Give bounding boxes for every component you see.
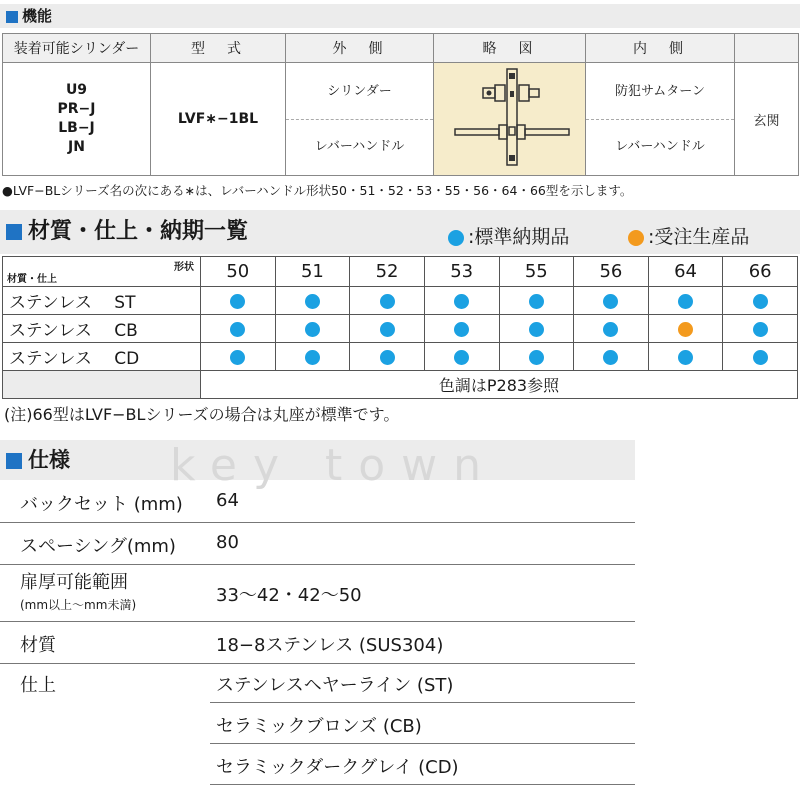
standard-dot-icon — [678, 350, 693, 365]
material-row-label: ステンレス CD — [3, 343, 201, 371]
shape-header: 66 — [723, 257, 798, 287]
section-marker-icon — [6, 11, 18, 23]
availability-cell — [648, 315, 723, 343]
standard-dot-icon — [753, 322, 768, 337]
availability-cell — [350, 287, 425, 315]
finish-row-cd — [210, 744, 635, 785]
standard-dot-icon — [230, 322, 245, 337]
standard-dot-icon — [529, 294, 544, 309]
material-table-body — [3, 257, 798, 399]
legend-standard-label: :標準納期品 — [468, 226, 570, 248]
material-row — [3, 343, 798, 371]
spec-row-door-thickness — [0, 564, 635, 622]
standard-dot-icon — [454, 350, 469, 365]
material-row — [3, 315, 798, 343]
standard-dot-icon — [753, 294, 768, 309]
legend-order — [628, 222, 749, 249]
lock-diagram-icon — [435, 63, 585, 171]
standard-dot-icon — [529, 322, 544, 337]
header-inside: 内 側 — [586, 34, 735, 63]
availability-cell — [201, 287, 276, 315]
spec-label: 扉厚可能範囲 — [20, 572, 128, 593]
watermark: key town — [170, 440, 498, 491]
finish-row-cb — [210, 703, 635, 744]
availability-cell — [424, 287, 499, 315]
spec-value: ステンレスヘヤーライン (ST) — [216, 675, 454, 696]
shape-header: 52 — [350, 257, 425, 287]
availability-cell — [574, 287, 649, 315]
availability-cell — [648, 343, 723, 371]
shape-header: 64 — [648, 257, 723, 287]
outside-cell — [286, 63, 434, 176]
legend-order-label: :受注生産品 — [648, 226, 750, 248]
spec-row-material — [0, 621, 635, 664]
order-dot-icon — [628, 230, 644, 246]
spec-section-title-wrap — [6, 444, 70, 476]
availability-cell — [723, 287, 798, 315]
shape-header: 51 — [275, 257, 350, 287]
header-model: 型 式 — [151, 34, 286, 63]
availability-cell — [723, 343, 798, 371]
standard-dot-icon — [678, 294, 693, 309]
standard-dot-icon — [529, 350, 544, 365]
spec-row-backset — [0, 480, 635, 523]
section-marker-icon — [6, 224, 22, 240]
material-row-label: ステンレス CB — [3, 315, 201, 343]
availability-cell — [275, 287, 350, 315]
order-dot-icon — [678, 322, 693, 337]
standard-dot-icon — [230, 294, 245, 309]
inside-cell — [586, 63, 735, 176]
function-section-title: 機能 — [22, 7, 53, 25]
header-outside: 外 側 — [286, 34, 434, 63]
spec-label: バックセット (mm) — [20, 494, 183, 515]
spec-row-spacing — [0, 522, 635, 565]
function-note: ●LVF−BLシリーズ名の次にある∗は、レバーハンドル形状50・51・52・53・55・56・64・66型を示します。 — [2, 183, 633, 198]
lock-diagram — [434, 63, 586, 176]
material-table — [2, 256, 798, 399]
function-table — [2, 33, 799, 176]
standard-dot-icon — [230, 350, 245, 365]
cylinder-item: JN — [68, 139, 85, 155]
availability-cell — [499, 315, 574, 343]
corner-material-label: 材質・仕上 — [7, 274, 57, 285]
material-section-title: 材質・仕上・納期一覧 — [28, 219, 249, 244]
outside-cylinder: シリンダー — [327, 83, 392, 99]
shape-header: 50 — [201, 257, 276, 287]
header-diagram: 略 図 — [434, 34, 586, 63]
availability-cell — [648, 287, 723, 315]
spec-label: スペーシング(mm) — [20, 536, 176, 557]
availability-cell — [201, 315, 276, 343]
availability-cell — [275, 343, 350, 371]
shape-header: 56 — [574, 257, 649, 287]
availability-cell — [424, 315, 499, 343]
standard-dot-icon — [380, 350, 395, 365]
standard-dot-icon — [305, 322, 320, 337]
availability-cell — [574, 343, 649, 371]
spec-section-title: 仕様 — [28, 448, 70, 472]
spec-value: セラミックダークグレイ (CD) — [216, 757, 459, 778]
standard-dot-icon — [753, 350, 768, 365]
availability-cell — [499, 287, 574, 315]
cylinder-list — [3, 63, 151, 176]
availability-cell — [424, 343, 499, 371]
location-cell: 玄関 — [735, 63, 799, 176]
spec-label: 材質 — [20, 635, 56, 656]
function-section-header — [0, 4, 800, 28]
material-section-title-wrap — [6, 214, 248, 250]
standard-dot-icon — [454, 294, 469, 309]
standard-dot-icon — [305, 350, 320, 365]
spec-label-finish: 仕上 — [20, 675, 56, 696]
spec-value: 33〜42・42〜50 — [216, 585, 362, 606]
cylinder-item: LB−J — [58, 120, 95, 136]
availability-cell — [723, 315, 798, 343]
cylinder-item: U9 — [65, 82, 88, 98]
availability-cell — [350, 343, 425, 371]
spec-value: 64 — [216, 490, 239, 511]
header-blank — [735, 34, 799, 63]
spec-value: 18−8ステンレス (SUS304) — [216, 635, 444, 656]
availability-cell — [350, 315, 425, 343]
availability-cell — [499, 343, 574, 371]
standard-dot-icon — [603, 294, 618, 309]
inside-lever: レバーハンドル — [586, 119, 734, 174]
standard-dot-icon — [603, 350, 618, 365]
finish-row-st — [210, 662, 635, 703]
shape-header: 55 — [499, 257, 574, 287]
spec-value: セラミックブロンズ (CB) — [216, 716, 422, 737]
outside-lever: レバーハンドル — [286, 119, 433, 174]
model-number: LVF∗−1BL — [151, 63, 286, 176]
standard-dot-icon — [603, 322, 618, 337]
standard-dot-icon — [380, 322, 395, 337]
shape-header: 53 — [424, 257, 499, 287]
color-ref-text: 色調はP283参照 — [201, 371, 798, 399]
material-note: (注)66型はLVF−BLシリーズの場合は丸座が標準です。 — [4, 405, 400, 424]
availability-cell — [275, 315, 350, 343]
standard-dot-icon — [448, 230, 464, 246]
availability-cell — [574, 315, 649, 343]
cylinder-item: PR−J — [57, 101, 96, 117]
color-ref-blank — [3, 371, 201, 399]
header-corner — [3, 257, 201, 287]
spec-value: 80 — [216, 532, 239, 553]
header-cylinder: 装着可能シリンダー — [3, 34, 151, 63]
legend-standard — [448, 222, 569, 249]
corner-shape-label: 形状 — [174, 262, 194, 273]
color-ref-row — [3, 371, 798, 399]
material-row — [3, 287, 798, 315]
standard-dot-icon — [454, 322, 469, 337]
spec-sublabel: (mm以上〜mm未満) — [20, 598, 137, 612]
standard-dot-icon — [305, 294, 320, 309]
inside-thumbturn: 防犯サムターン — [614, 83, 706, 99]
section-marker-icon — [6, 453, 22, 469]
standard-dot-icon — [380, 294, 395, 309]
availability-cell — [201, 343, 276, 371]
material-row-label: ステンレス ST — [3, 287, 201, 315]
